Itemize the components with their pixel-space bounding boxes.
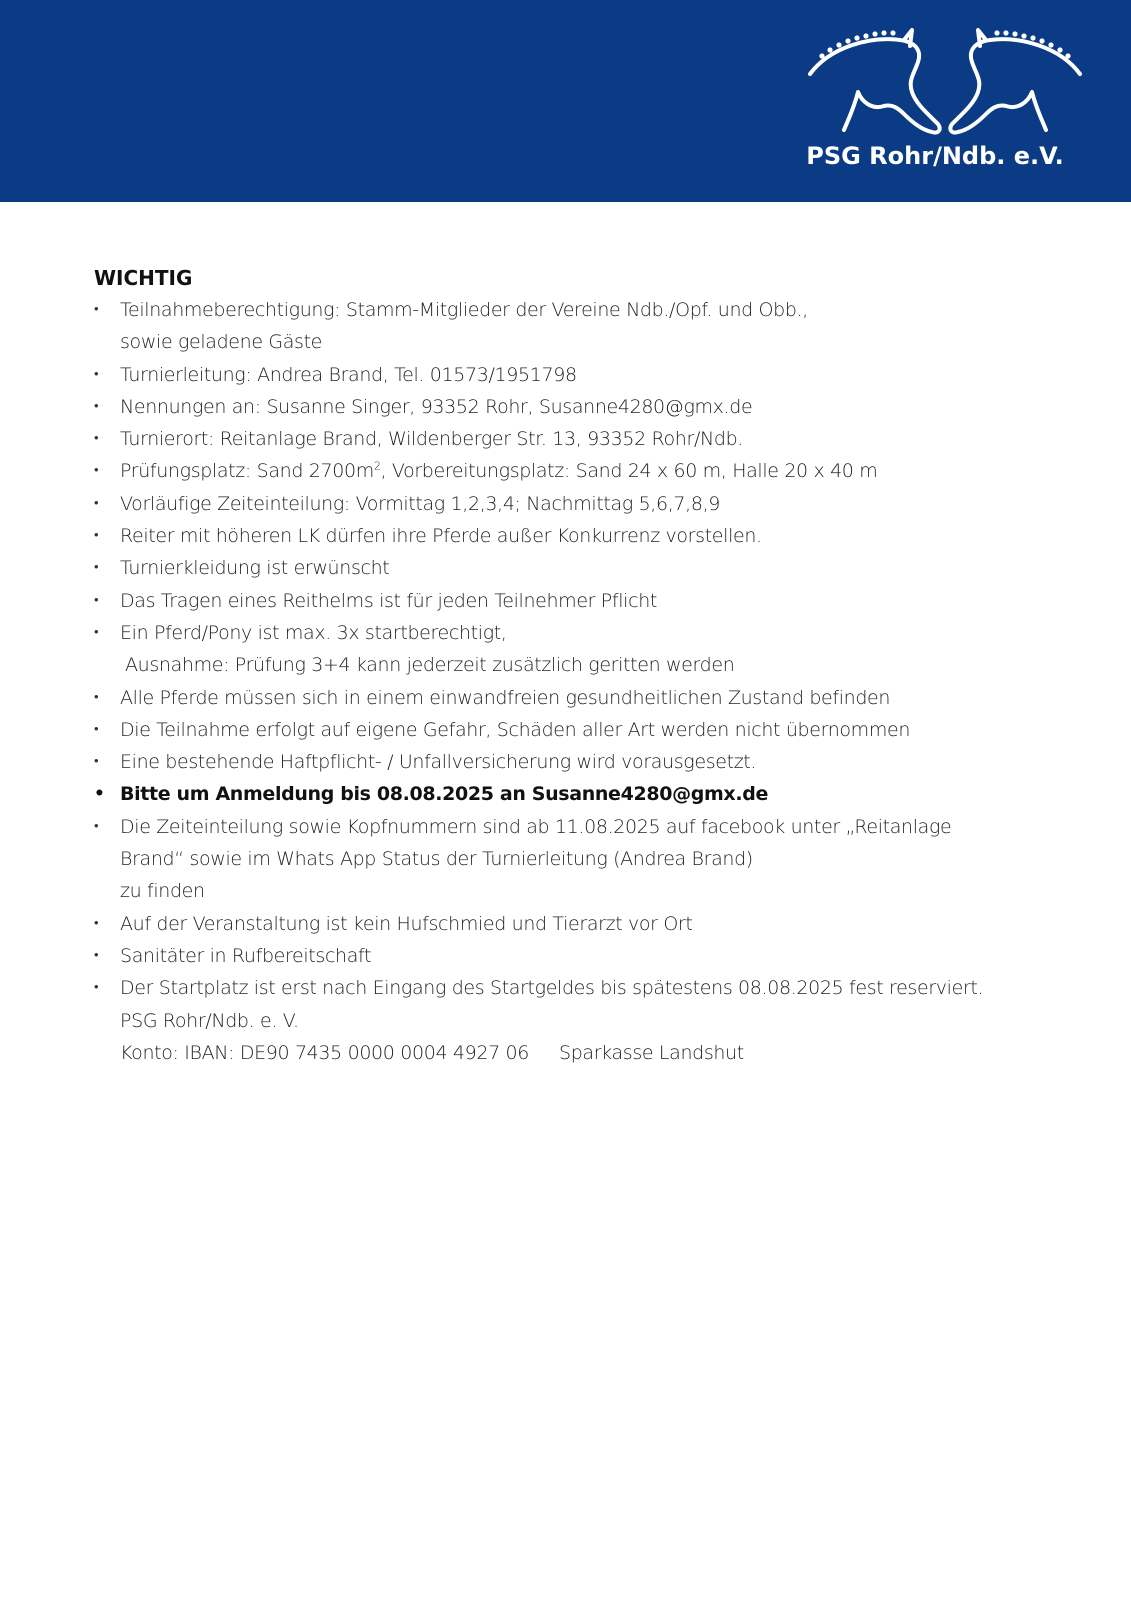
item-line: • Auf der Veranstaltung ist kein Hufschmied und Tierarzt vor Ort xyxy=(120,912,693,935)
item-line: • Das Tragen eines Reithelms ist für jeden Teilnehmer Pflicht xyxy=(120,589,658,612)
item-line: • Nennungen an: Susanne Singer, 93352 Rohr, Susanne4280@gmx.de xyxy=(120,395,753,418)
bank-details-line xyxy=(120,1037,1054,1069)
section-title: WICHTIG xyxy=(94,266,193,290)
item-line: • Bitte um Anmeldung bis 08.08.2025 an Susanne4280@gmx.de xyxy=(120,783,768,806)
list-item xyxy=(94,972,1054,1069)
list-item xyxy=(94,423,1054,455)
item-line: • Eine bestehende Haftpflicht- / Unfallversicherung wird vorausgesetzt. xyxy=(120,751,757,774)
header-banner xyxy=(0,0,1131,202)
item-line: Brand“ sowie im Whats App Status der Turnierleitung (Andrea Brand) xyxy=(120,848,753,871)
list-item xyxy=(94,811,1054,908)
superscript: 2 xyxy=(373,460,381,474)
list-item xyxy=(94,294,1054,359)
item-line: zu finden xyxy=(120,880,205,903)
two-horse-heads-logo-icon xyxy=(800,22,1090,142)
item-line: sowie geladene Gäste xyxy=(120,331,323,354)
list-item xyxy=(94,682,1054,714)
list-item xyxy=(94,488,1054,520)
info-section xyxy=(94,262,1054,1069)
item-line xyxy=(120,455,1054,487)
list-item xyxy=(94,520,1054,552)
item-line: Ausnahme: Prüfung 3+4 kann jederzeit zusätzlich geritten werden xyxy=(125,654,735,677)
item-line: • Turnierleitung: Andrea Brand, Tel. 01573/1951798 xyxy=(120,363,577,386)
list-item xyxy=(94,455,1054,487)
item-line: PSG Rohr/Ndb. e. V. xyxy=(120,1009,299,1032)
list-item xyxy=(94,552,1054,584)
list-item xyxy=(94,391,1054,423)
iban-text: Konto: IBAN: DE90 7435 0000 0004 4927 06 xyxy=(120,1041,529,1064)
item-line: • Turnierort: Reitanlage Brand, Wildenberger Str. 13, 93352 Rohr/Ndb. xyxy=(120,428,743,451)
list-item-highlight xyxy=(94,778,1054,810)
item-text: Prüfungsplatz: Sand 2700m xyxy=(120,460,374,483)
list-item xyxy=(94,940,1054,972)
item-line: • Sanitäter in Rufbereitschaft xyxy=(120,944,372,967)
list-item xyxy=(94,585,1054,617)
info-list xyxy=(94,294,1054,1069)
item-line: • Teilnahmeberechtigung: Stamm-Mitglieder der Vereine Ndb./Opf. und Obb., xyxy=(120,299,808,321)
list-item xyxy=(94,714,1054,746)
item-line: • Vorläufige Zeiteinteilung: Vormittag 1,2,3,4; Nachmittag 5,6,7,8,9 xyxy=(120,492,721,515)
item-line: • Die Zeiteinteilung sowie Kopfnummern sind ab 11.08.2025 auf facebook unter „Reitanlage xyxy=(120,815,952,838)
item-line: • Ein Pferd/Pony ist max. 3x startberechtigt, xyxy=(120,621,507,644)
item-line: • Reiter mit höheren LK dürfen ihre Pferde außer Konkurrenz vorstellen. xyxy=(120,525,762,548)
item-line: • Der Startplatz ist erst nach Eingang des Startgeldes bis spätestens 08.08.2025 fest reserviert. xyxy=(120,977,984,1000)
item-line: • Turnierkleidung ist erwünscht xyxy=(120,557,390,580)
item-text: , Vorbereitungsplatz: Sand 24 x 60 m, Halle 20 x 40 m xyxy=(380,460,878,483)
list-item xyxy=(94,746,1054,778)
org-name: PSG Rohr/Ndb. e.V. xyxy=(806,142,1064,170)
list-item xyxy=(94,617,1054,682)
bank-name: Sparkasse Landshut xyxy=(559,1041,744,1064)
list-item xyxy=(94,359,1054,391)
item-line: • Alle Pferde müssen sich in einem einwandfreien gesundheitlichen Zustand befinden xyxy=(120,686,891,709)
list-item xyxy=(94,908,1054,940)
item-line: • Die Teilnahme erfolgt auf eigene Gefahr, Schäden aller Art werden nicht übernommen xyxy=(120,718,911,741)
